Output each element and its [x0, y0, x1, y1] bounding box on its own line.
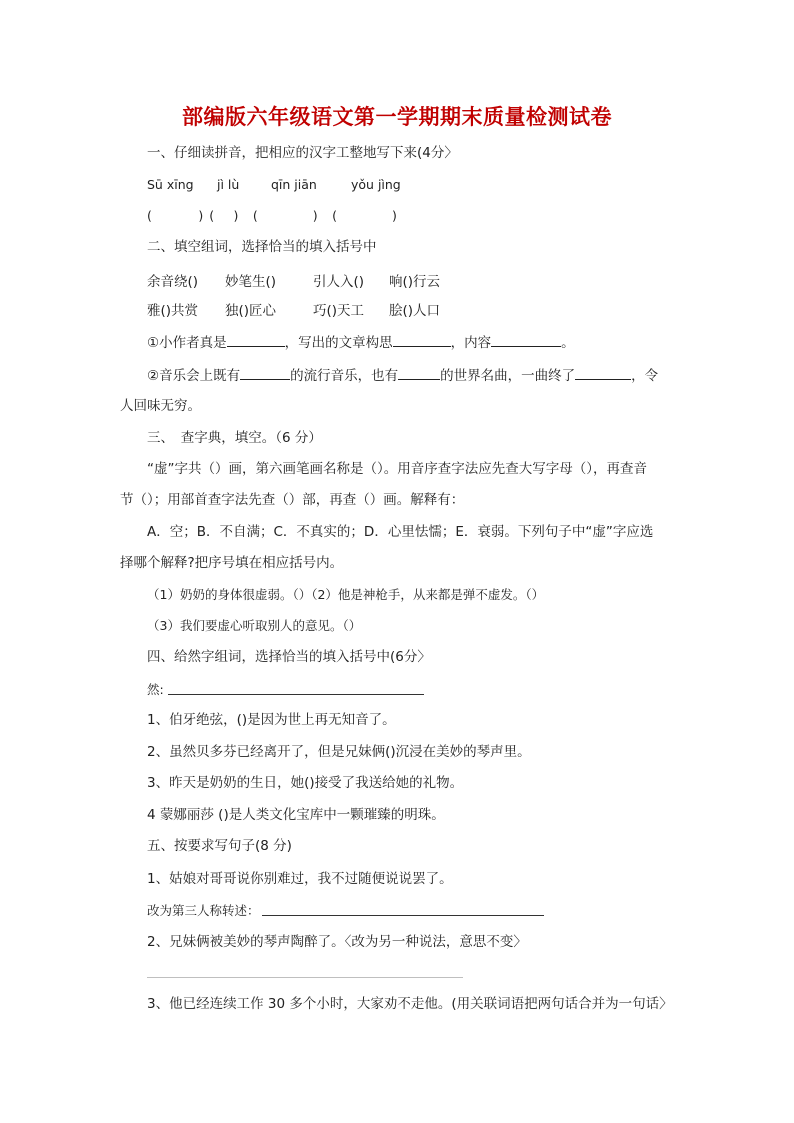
pinyin-item: qīn jiān [271, 177, 317, 192]
pinyin-item: yǒu jìng [351, 177, 401, 192]
section-3-question: （3）我们要虚心听取别人的意见。（） [147, 618, 362, 633]
idiom-item: 引人入() [313, 274, 365, 290]
section-5-heading: 五、按要求写句子(8 分) [147, 838, 292, 854]
idiom-item: 雅()共赏 [147, 303, 199, 319]
ran-label: 然: [147, 682, 164, 697]
section-3-paragraph: A．空；B．不自满；C．不真实的；D．心里怯懦；E．衰弱。下列句子中“虚”字应选 [147, 524, 654, 540]
fill-sentence-2-cont: 人回味无穷。 [120, 398, 201, 414]
idiom-item: 巧()天工 [313, 303, 365, 319]
section-3-paragraph: 择哪个解释?把序号填在相应括号内。 [120, 555, 344, 571]
answer-blank[interactable] [491, 333, 561, 347]
answer-blank[interactable] [398, 366, 440, 380]
answer-blank[interactable] [227, 333, 285, 347]
section-2-heading: 二、填空组词，选择恰当的填入括号中 [147, 239, 377, 255]
section-3-paragraph: “虚”字共（）画，第六画笔画名称是（）。用音序查字法应先查大写字母（），再查音 [147, 461, 647, 477]
rewrite-hint: 改为第三人称转述： [147, 903, 260, 918]
idiom-item: 响()行云 [389, 274, 441, 290]
idiom-item: 独()匠心 [225, 303, 277, 319]
answer-blank[interactable] [575, 366, 631, 380]
fill-sentence-1: ①小作者真是 ，写出的文章构思 ，内容 。 [147, 335, 575, 351]
page-title: 部编版六年级语文第一学期期末质量检测试卷 [182, 105, 612, 129]
section-5-item: 3、他已经连续工作 30 多个小时，大家劝不走他。(用关联词语把两句话合并为一句话〉 [147, 996, 673, 1012]
ran-answer-line[interactable] [168, 694, 424, 695]
section-4-item: 4 蒙娜丽莎 ()是人类文化宝库中一颗璀臻的明珠。 [147, 807, 445, 823]
pinyin-item: Sū xīng [147, 177, 194, 192]
idiom-item: 脍()人口 [389, 303, 441, 319]
idiom-item: 妙笔生() [225, 274, 277, 290]
section-3-heading: 三、 查字典，填空。（6 分） [147, 430, 322, 446]
section-4-item: 1、伯牙绝弦，()是因为世上再无知音了。 [147, 712, 396, 728]
section-5-item: 2、兄妹俩被美妙的琴声陶醉了。〈改为另一种说法，意思不变〉 [147, 934, 527, 950]
answer-line[interactable] [147, 977, 463, 978]
section-1-heading: 一、仔细读拼音，把相应的汉字工整地写下来(4分〉 [147, 145, 458, 161]
section-3-paragraph: 节（）；用部首查字法先查（）部，再查（）画。解释有： [120, 492, 465, 508]
idiom-item: 余音绕() [147, 274, 199, 290]
rewrite-answer-line[interactable] [262, 915, 544, 916]
fill-sentence-2: ②音乐会上既有 的流行音乐，也有 的世界名曲，一曲终了 ，令 [147, 368, 659, 384]
answer-blank[interactable] [393, 333, 451, 347]
pinyin-item: jì lù [217, 177, 240, 192]
pinyin-row [147, 176, 401, 194]
section-4-item: 3、昨天是奶奶的生日，她()接受了我送给她的礼物。 [147, 775, 464, 791]
answer-blank[interactable] [240, 366, 290, 380]
section-4-heading: 四、给然字组词，选择恰当的填入括号中(6分〉 [147, 649, 431, 665]
section-3-question: （1）奶奶的身体很虚弱。（）（2）他是神枪手，从来都是弹不虚发。（） [147, 587, 545, 602]
section-5-item: 1、姑娘对哥哥说你别难过，我不过随便说说罢了。 [147, 871, 453, 887]
answer-parens-row: ( ) ( ) ( ) ( ) [147, 208, 398, 223]
section-4-item: 2、虽然贝多芬已经离开了，但是兄妹俩()沉浸在美妙的琴声里。 [147, 744, 531, 760]
